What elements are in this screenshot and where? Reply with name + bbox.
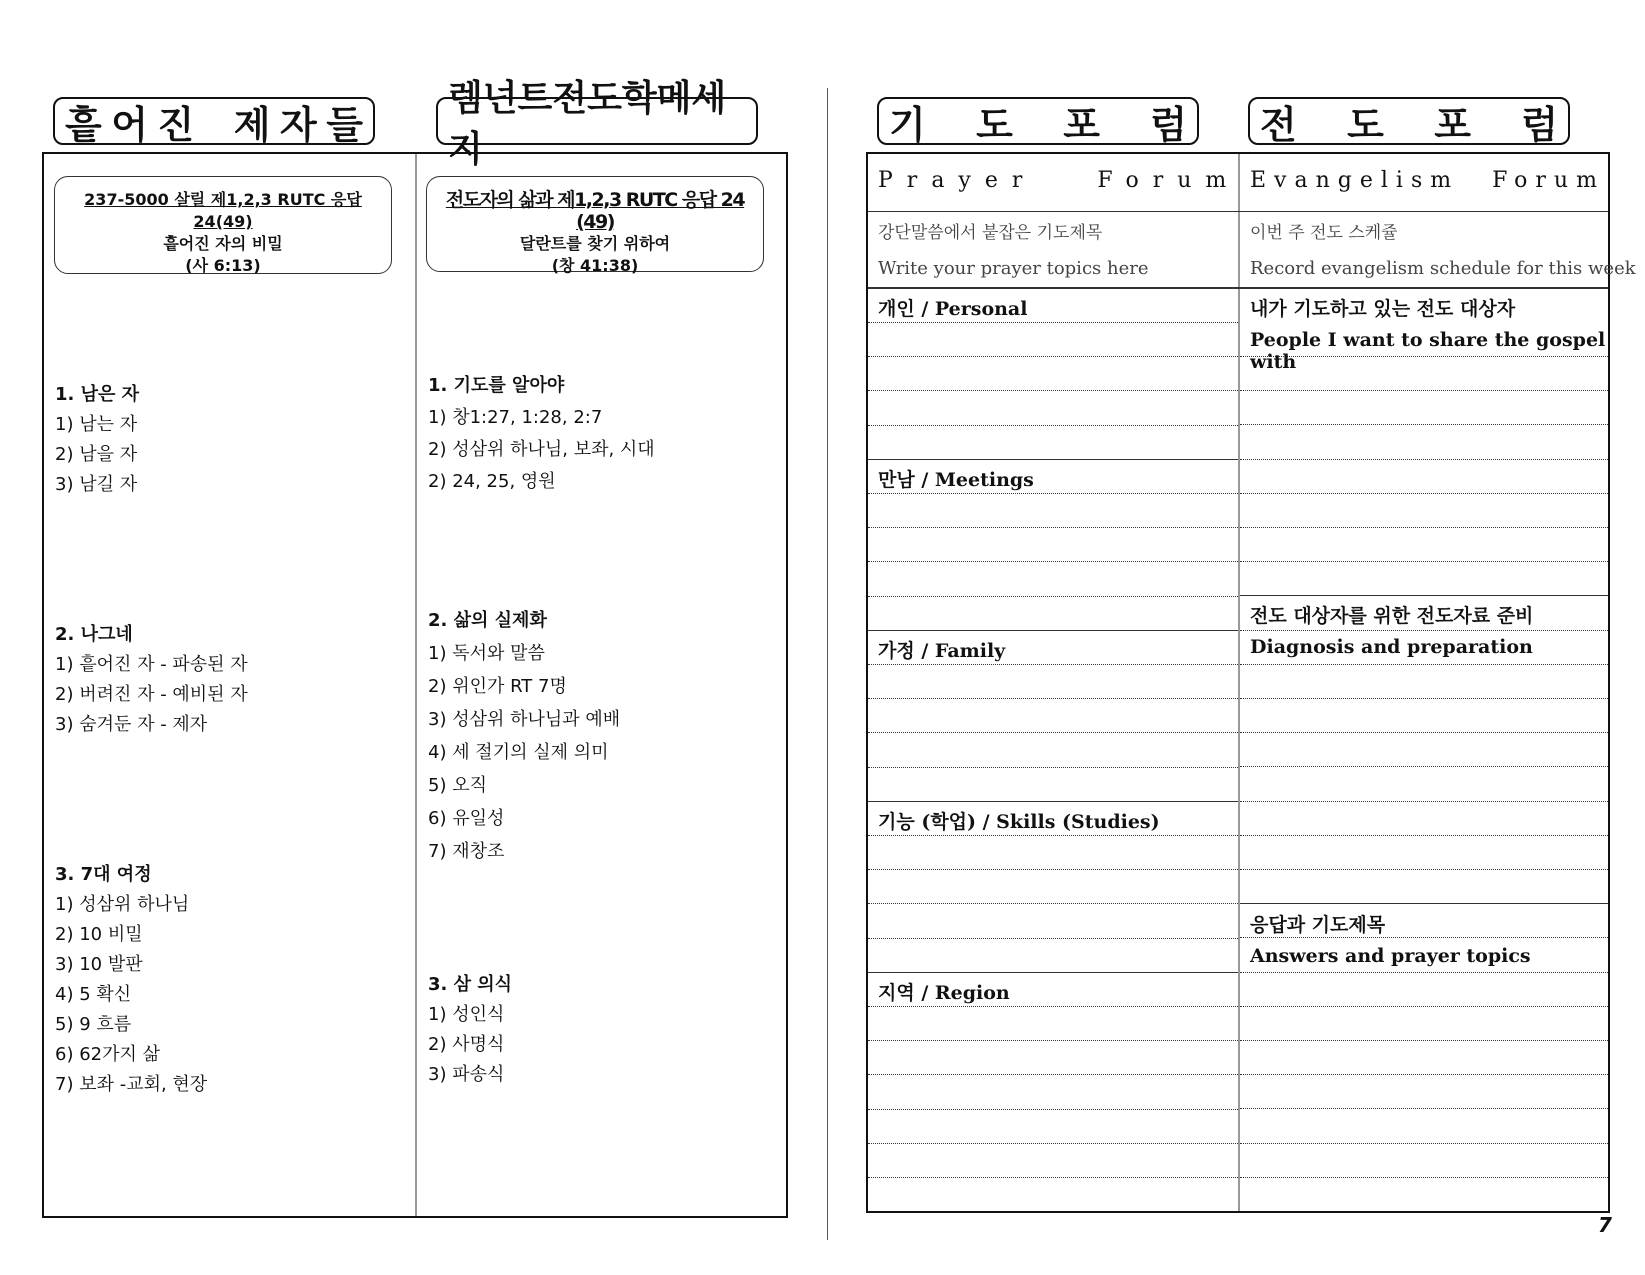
evangelism-rule-line [1240, 561, 1608, 562]
col1-section-3 [55, 860, 207, 1100]
list-item: 2) 사명식 [428, 1034, 505, 1055]
prayer-rule-line [868, 356, 1238, 357]
evangelism-rule-line [1240, 801, 1608, 802]
list-item: 1) 성삼위 하나님 [55, 894, 190, 915]
prayer-rule-line [868, 459, 1238, 460]
list-item: 4) 5 확신 [55, 984, 132, 1005]
evangelism-rule-line [1240, 1143, 1608, 1144]
prayer-rule-line [868, 493, 1238, 494]
col2-section-3 [428, 970, 512, 1090]
prayer-rule-line [868, 390, 1238, 391]
prayer-rule-line [868, 527, 1238, 528]
list-item: 1) 창1:27, 1:28, 2:7 [428, 407, 603, 428]
prayer-rule-line [868, 835, 1238, 836]
list-item: 1) 독서와 말씀 [428, 643, 545, 664]
category-family: 가정 / Family [878, 640, 1006, 662]
prayer-rule-line [868, 1177, 1238, 1178]
evangelism-rule-line [1240, 630, 1608, 631]
col2-section-2 [428, 604, 620, 868]
header-char: 럼 [1150, 102, 1187, 147]
ref-line1: 전도자의 삶과 제1,2,3 RUTC 응답 24 (49) [445, 189, 745, 233]
list-item: 2) 남을 자 [55, 444, 138, 465]
evangelism-rule-line [1240, 390, 1608, 391]
list-item: 7) 보좌 -교회, 현장 [55, 1074, 208, 1095]
ref-line2: 달란트를 찾기 위하여 [519, 234, 671, 253]
header-text: 렘넌트전도학메세지 [448, 78, 727, 170]
header-char: 제 [233, 102, 271, 147]
evangelism-forum-subtitle-en: Record evangelism schedule for this week [1250, 258, 1636, 279]
ref-line2: 흩어진 자의 비밀 [163, 234, 283, 253]
evangelism-rule-line [1240, 766, 1608, 767]
header-char: 포 [1434, 102, 1471, 147]
evangelism-rule-line [1240, 424, 1608, 425]
forum-column-divider [1238, 154, 1240, 1211]
list-item: 2) 성삼위 하나님, 보좌, 시대 [428, 439, 655, 460]
prayer-rule-line [868, 903, 1238, 904]
evangelism-rule-line [1240, 972, 1608, 973]
evangelism-rule-line [1240, 1177, 1608, 1178]
section-title: 1. 남은 자 [55, 384, 140, 405]
list-item: 5) 오직 [428, 775, 487, 796]
col1-reference-box [54, 176, 392, 274]
section-title: 2. 나그네 [55, 624, 133, 645]
list-item: 2) 24, 25, 영원 [428, 471, 556, 492]
list-item: 2) 버려진 자 - 예비된 자 [55, 684, 248, 705]
header-char: 기 [889, 102, 926, 147]
prayer-forum-subtitle-ko: 강단말씀에서 붙잡은 기도제목 [878, 223, 1103, 243]
col1-section-2 [55, 620, 248, 740]
prayer-forum-title: Prayer Forum [878, 168, 1241, 193]
header-char: 도 [976, 102, 1013, 147]
list-item: 6) 유일성 [428, 808, 505, 829]
category-meetings: 만남 / Meetings [878, 469, 1034, 491]
col2-reference-box [426, 176, 764, 275]
header-char: 진 [157, 102, 195, 147]
list-item: 2) 10 비밀 [55, 924, 143, 945]
left-col1-header [53, 97, 375, 145]
list-item: 4) 세 절기의 실제 의미 [428, 742, 609, 763]
header-char: 자 [280, 102, 317, 147]
prayer-rule-line [868, 425, 1238, 426]
evangelism-rule-line [1240, 1074, 1608, 1075]
section-title: 2. 삶의 실제화 [428, 610, 547, 631]
evangelism-forum-header [1248, 97, 1570, 145]
list-item: 6) 62가지 삶 [55, 1044, 160, 1065]
section-title: 1. 기도를 알아야 [428, 375, 565, 396]
header-char: 들 [326, 102, 363, 147]
section-title: 3. 7대 여정 [55, 864, 152, 885]
subtitle-rule [868, 287, 1608, 289]
prayer-rule-line [868, 1143, 1238, 1144]
evangelism-block-1-ko: 내가 기도하고 있는 전도 대상자 [1250, 298, 1516, 320]
category-region: 지역 / Region [878, 982, 1010, 1004]
prayer-rule-line [868, 1074, 1238, 1075]
category-skills: 기능 (학업) / Skills (Studies) [878, 811, 1160, 833]
evangelism-rule-line [1240, 903, 1608, 904]
evangelism-block-2-en: Diagnosis and preparation [1250, 636, 1533, 658]
header-char: 흩 [65, 102, 102, 147]
evangelism-rule-line [1240, 1108, 1608, 1109]
header-char: 포 [1063, 102, 1100, 147]
prayer-rule-line [868, 972, 1238, 973]
prayer-forum-subtitle-en: Write your prayer topics here [878, 258, 1149, 279]
prayer-rule-line [868, 1040, 1238, 1041]
header-char: 전 [1260, 102, 1297, 147]
col1-section-1 [55, 380, 139, 500]
left-column-divider [415, 154, 417, 1216]
evangelism-rule-line [1240, 698, 1608, 699]
evangelism-rule-line [1240, 459, 1608, 460]
header-char: 어 [111, 102, 148, 147]
prayer-rule-line [868, 630, 1238, 631]
header-char: 럼 [1521, 102, 1558, 147]
list-item: 3) 파송식 [428, 1064, 505, 1085]
section-title: 3. 삼 의식 [428, 974, 513, 995]
prayer-rule-line [868, 664, 1238, 665]
evangelism-forum-subtitle-ko: 이번 주 전도 스케쥴 [1250, 223, 1398, 243]
evangelism-rule-line [1240, 869, 1608, 870]
list-item: 1) 남는 자 [55, 414, 138, 435]
ref-line3: (창 41:38) [551, 256, 639, 275]
evangelism-rule-line [1240, 732, 1608, 733]
header-char: 도 [1347, 102, 1384, 147]
prayer-rule-line [868, 1006, 1238, 1007]
evangelism-block-2-ko: 전도 대상자를 위한 전도자료 준비 [1250, 605, 1534, 627]
ref-line3: (사 6:13) [185, 256, 261, 275]
list-item: 1) 흩어진 자 - 파송된 자 [55, 654, 248, 675]
evangelism-rule-line [1240, 664, 1608, 665]
prayer-rule-line [868, 938, 1238, 939]
col2-section-1 [428, 370, 655, 498]
left-col2-header [436, 78, 758, 170]
list-item: 2) 위인가 RT 7명 [428, 676, 567, 697]
evangelism-rule-line [1240, 1040, 1608, 1041]
evangelism-rule-line [1240, 835, 1608, 836]
list-item: 3) 남길 자 [55, 474, 138, 495]
prayer-rule-line [868, 869, 1238, 870]
prayer-forum-header [877, 97, 1199, 145]
category-personal: 개인 / Personal [878, 298, 1028, 320]
list-item: 5) 9 흐름 [55, 1014, 132, 1035]
evangelism-rule-line [1240, 595, 1608, 596]
list-item: 7) 재창조 [428, 841, 505, 862]
list-item: 3) 성삼위 하나님과 예배 [428, 709, 621, 730]
evangelism-rule-line [1240, 937, 1608, 938]
prayer-rule-line [868, 1109, 1238, 1110]
evangelism-block-1-en: People I want to share the gospel with [1250, 329, 1606, 373]
prayer-rule-line [868, 322, 1238, 323]
prayer-rule-line [868, 732, 1238, 733]
prayer-rule-line [868, 801, 1238, 802]
ref-line1: 237-5000 살릴 제1,2,3 RUTC 응답 24(49) [84, 190, 362, 231]
evangelism-rule-line [1240, 527, 1608, 528]
evangelism-rule-line [1240, 493, 1608, 494]
page-number: 7 [1598, 1213, 1612, 1237]
prayer-rule-line [868, 698, 1238, 699]
prayer-rule-line [868, 596, 1238, 597]
evangelism-forum-title: Evangelism Forum [1250, 168, 1605, 193]
prayer-rule-line [868, 561, 1238, 562]
page-fold-line [827, 88, 828, 1240]
list-item: 1) 성인식 [428, 1004, 505, 1025]
prayer-rule-line [868, 767, 1238, 768]
evangelism-rule-line [1240, 1006, 1608, 1007]
list-item: 3) 10 발판 [55, 954, 143, 975]
evangelism-block-3-ko: 응답과 기도제목 [1250, 914, 1386, 936]
title-rule [868, 211, 1608, 212]
evangelism-block-3-en: Answers and prayer topics [1250, 945, 1531, 967]
list-item: 3) 숨겨둔 자 - 제자 [55, 714, 208, 735]
